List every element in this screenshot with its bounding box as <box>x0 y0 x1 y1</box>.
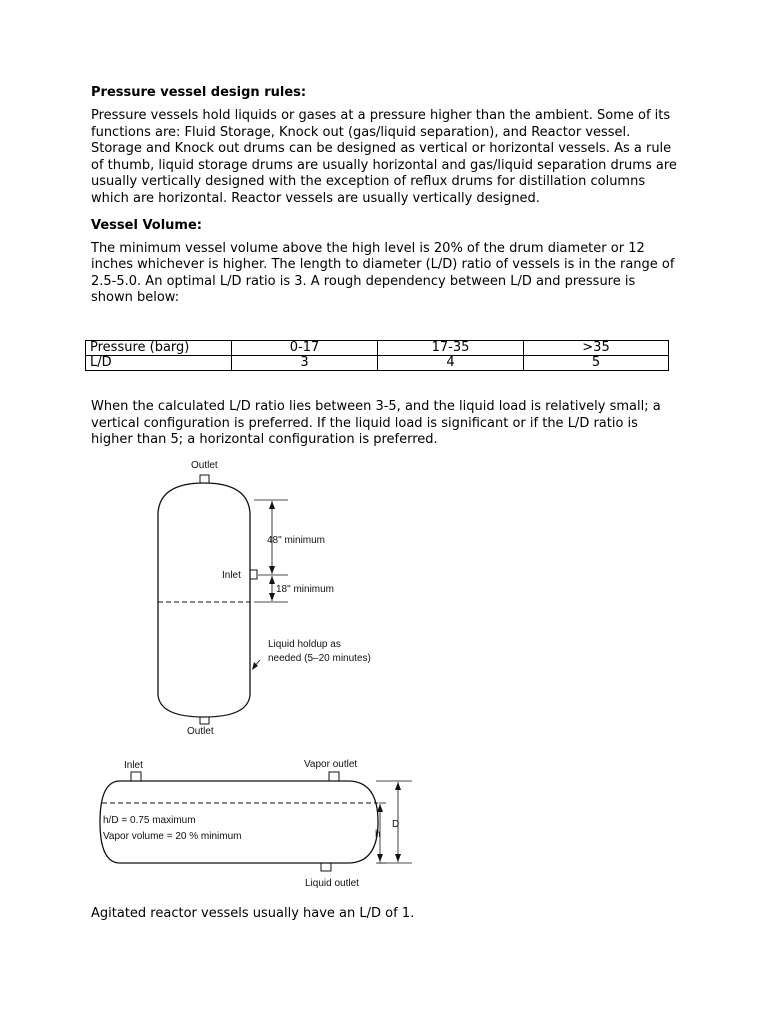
label-h: h <box>375 829 381 840</box>
label-liquid-outlet: Liquid outlet <box>305 878 359 889</box>
paragraph-configuration: When the calculated L/D ratio lies between 3-5, and the liquid load is relatively small; a vertical configuration is preferred. If the liquid load is significant or if the L/D ratio is higher than 5; a horizontal configuration is preferred. <box>91 399 661 448</box>
table-cell: L/D <box>86 356 232 371</box>
label-d: D <box>392 819 400 830</box>
label-inlet: Inlet <box>124 760 143 771</box>
label-vapor-outlet: Vapor outlet <box>304 759 358 770</box>
ld-pressure-table <box>85 340 669 371</box>
label-18-minimum: 18" minimum <box>276 584 335 595</box>
label-hd-maximum: h/D = 0.75 maximum <box>103 815 196 826</box>
label-vapor-volume: Vapor volume = 20 % minimum <box>103 831 242 842</box>
table-row <box>86 341 669 356</box>
vertical-vessel-shell <box>158 483 250 717</box>
top-outlet-nozzle <box>200 475 209 483</box>
paragraph-volume: The minimum vessel volume above the high level is 20% of the drum diameter or 12 inches whichever is higher. The length to diameter (L/D) ratio of vessels is in the range of 2.5-5.0. An optimal L/D ratio is 3. A rough dependency between L/D and pressure is shown below: <box>91 240 675 306</box>
label-outlet-top: Outlet <box>191 460 218 471</box>
label-holdup-time: needed (5–20 minutes) <box>268 653 371 664</box>
liquid-outlet-nozzle <box>321 863 331 871</box>
table-cell: Pressure (barg) <box>86 341 232 356</box>
table-row <box>86 356 669 371</box>
heading-design-rules: Pressure vessel design rules: <box>91 85 307 100</box>
table-cell: 17-35 <box>378 341 524 356</box>
table-cell: 3 <box>232 356 378 371</box>
bottom-outlet-nozzle <box>200 717 209 724</box>
label-outlet-bottom: Outlet <box>187 726 214 737</box>
horizontal-vessel-diagram <box>90 752 420 897</box>
inlet-nozzle <box>131 772 141 781</box>
label-inlet: Inlet <box>222 570 241 581</box>
label-48-minimum: 48" minimum <box>267 535 326 546</box>
vapor-outlet-nozzle <box>329 772 339 781</box>
table-cell: 4 <box>378 356 524 371</box>
table-cell: 5 <box>524 356 669 371</box>
vertical-vessel-diagram <box>150 455 390 745</box>
label-liquid-holdup: Liquid holdup as <box>268 639 341 650</box>
paragraph-intro: Pressure vessels hold liquids or gases at a pressure higher than the ambient. Some of its functions are: Fluid Storage, Knock out (gas/liquid separation), and Reactor vessel. Storage and Knock out drums can be designed as vertical or horizontal vessels. As a rule of thumb, liquid storage drums are usually horizontal and gas/liquid separation drums are usually vertically designed with the exception of reflux drums for distillation columns which are horizontal. Reactor vessels are usually vertically designed. <box>91 108 677 206</box>
table-cell: 0-17 <box>232 341 378 356</box>
inlet-nozzle <box>250 570 257 579</box>
heading-vessel-volume: Vessel Volume: <box>91 217 202 233</box>
paragraph-agitated-reactor: Agitated reactor vessels usually have an L/D of 1. <box>91 906 415 921</box>
document-body <box>91 84 681 307</box>
table-cell: >35 <box>524 341 669 356</box>
